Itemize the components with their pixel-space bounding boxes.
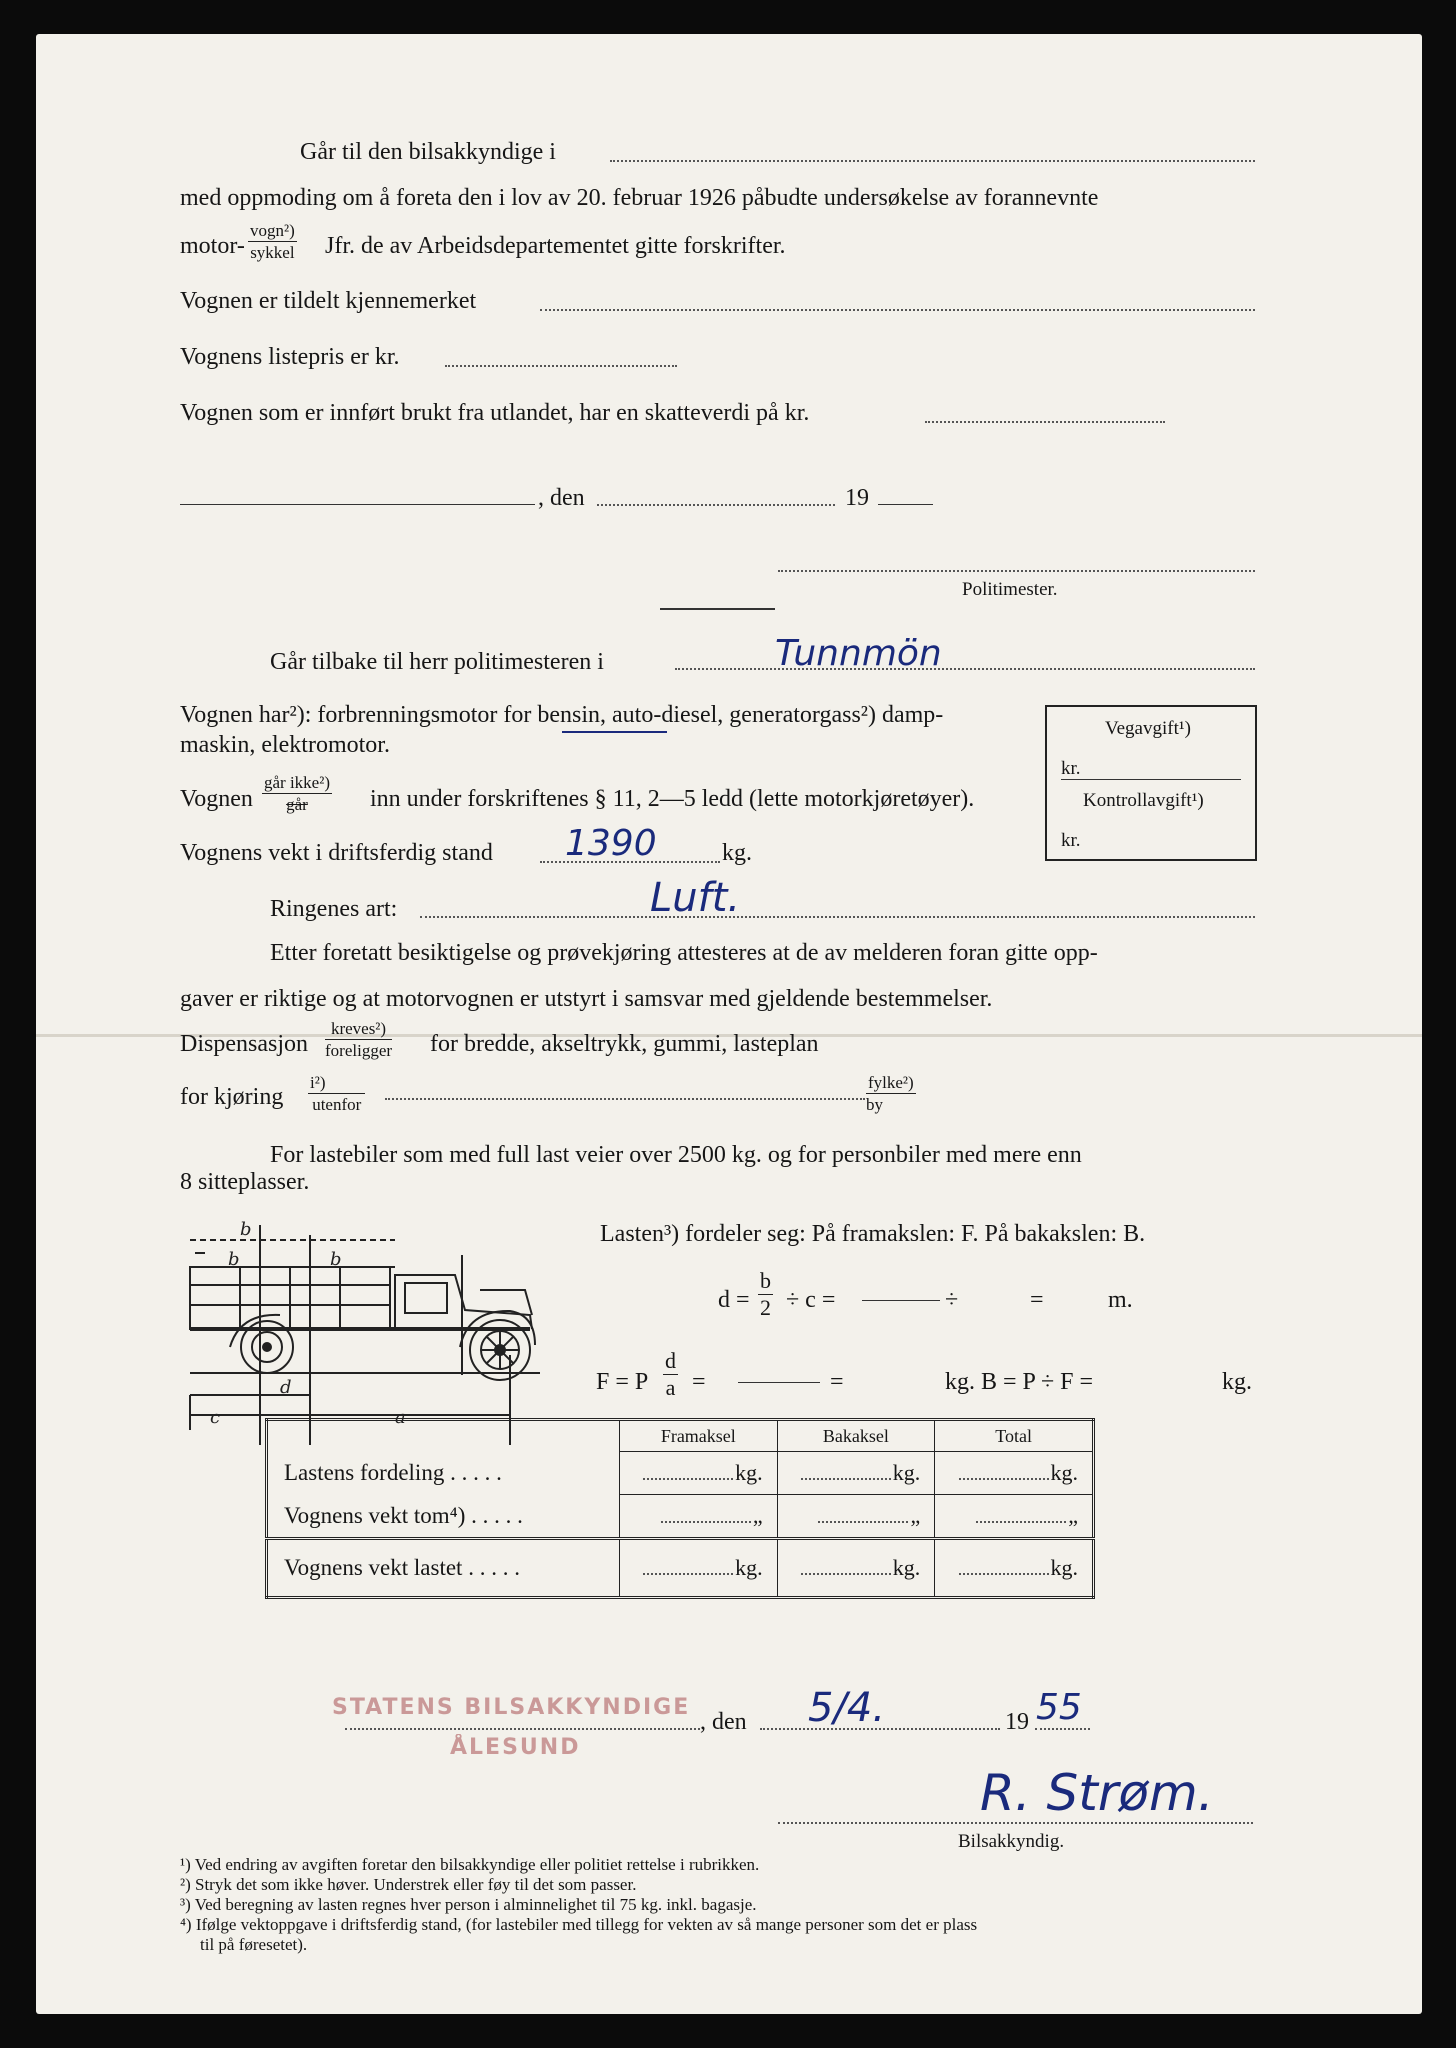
table-cell[interactable] xyxy=(935,1495,1094,1539)
motor-frac-num: vogn²) xyxy=(250,221,295,240)
formula-f-blank xyxy=(738,1382,820,1383)
formula-f-num: d xyxy=(665,1348,676,1373)
footnote-1: ¹) Ved endring av avgiften foretar den bilsakkyndige eller politiet rettelse i rubrikken. xyxy=(180,1855,760,1874)
kjoring-frac-den: utenfor xyxy=(312,1095,362,1114)
vognen-har-line1: Vognen har²): forbrenningsmotor for bensin, auto-diesel, generatorgass²) damp- xyxy=(180,702,944,728)
hand-vekt: 1390 xyxy=(565,823,657,864)
formula-d-div: ÷ xyxy=(945,1287,959,1313)
footnote-3: ³) Ved beregning av lasten regnes hver person i alminnelighet til 75 kg. inkl. bagasje. xyxy=(180,1895,757,1914)
formula-b-num: b xyxy=(760,1268,771,1293)
label-bilsakkyndig: Bilsakkyndig. xyxy=(958,1831,1065,1852)
label-kjennemerke: Vognen er tildelt kjennemerket xyxy=(180,288,477,314)
field-place[interactable] xyxy=(180,504,535,505)
field-ringenes[interactable] xyxy=(420,916,1255,918)
formula-lasten: Lasten³) fordeler seg: På framakslen: F. På bakakslen: B. xyxy=(600,1221,1146,1247)
kjoring-word: for kjøring xyxy=(180,1084,284,1110)
disp-frac-den: foreligger xyxy=(325,1041,393,1060)
formula-d-left: d = xyxy=(718,1287,750,1313)
formula-f-den: a xyxy=(665,1375,676,1400)
label-vegavgift: Vegavgift¹) xyxy=(1105,718,1191,739)
label-forskrift: inn under forskriftenes § 11, 2—5 ledd (lette motorkjøretøyer). xyxy=(370,786,975,812)
vognen-word: Vognen xyxy=(180,786,253,812)
field-politimester-sign[interactable] xyxy=(778,570,1255,572)
gaar-frac-den: går xyxy=(286,795,308,814)
label-vekt-unit: kg. xyxy=(722,840,752,866)
table-header-row xyxy=(267,1420,1094,1452)
disp-frac-num: kreves²) xyxy=(325,1020,392,1040)
table-cell[interactable] xyxy=(620,1495,778,1539)
hand-ringenes: Luft. xyxy=(650,875,741,921)
stamp-line1: STATENS BILSAKKYNDIGE xyxy=(332,1695,691,1720)
table-row xyxy=(267,1452,1094,1495)
formula-f-kg: kg. B = P ÷ F = xyxy=(945,1369,1094,1395)
field-vegavgift[interactable] xyxy=(1061,779,1241,780)
fylke-frac-den: by xyxy=(866,1095,883,1114)
fylke-frac-num: fylke²) xyxy=(868,1073,914,1092)
diagram-label-a: a xyxy=(395,1407,406,1428)
table-cell[interactable] xyxy=(777,1539,935,1598)
label-sign-year: 19 xyxy=(1005,1709,1029,1735)
footnote-4-cont: til på føresetet). xyxy=(200,1935,308,1954)
diagram-label-c: c xyxy=(210,1407,221,1428)
kjoring-frac-num: i²) xyxy=(308,1074,365,1094)
table-header-cell: Total xyxy=(935,1420,1094,1452)
handwritten-signature: R. Strøm. xyxy=(980,1764,1214,1822)
formula-f-eq1: = xyxy=(692,1369,706,1395)
row-label: Lastens fordeling . . . . . xyxy=(267,1452,620,1495)
lastebiler-line2: 8 sitteplasser. xyxy=(180,1169,310,1195)
formula-f-kg2: kg. xyxy=(1222,1369,1252,1395)
motor-suffix: Jfr. de av Arbeidsdepartementet gitte forskrifter. xyxy=(325,233,786,259)
lastebiler-line1: For lastebiler som med full last veier over 2500 kg. og for personbiler med mere enn xyxy=(270,1142,1082,1168)
table-cell[interactable] xyxy=(620,1539,778,1598)
cell-unit: kg. xyxy=(735,1555,763,1580)
formula-d-mid: ÷ c = xyxy=(786,1287,836,1313)
footnote-2: ²) Stryk det som ikke høver. Understrek eller føy til det som passer. xyxy=(180,1875,637,1894)
etter-line1: Etter foretatt besiktigelse og prøvekjøring attesteres at de av melderen foran gitte opp- xyxy=(270,940,1098,966)
table-header-cell: Bakaksel xyxy=(777,1420,935,1452)
truck-diagram xyxy=(180,1215,565,1445)
cell-unit: „ xyxy=(1068,1503,1078,1528)
stamp-line2: ÅLESUND xyxy=(450,1735,581,1760)
diagram-label-b2-right: b xyxy=(330,1249,342,1270)
field-skatteverdi[interactable] xyxy=(925,421,1165,423)
field-bilsakkyndige[interactable] xyxy=(610,160,1255,162)
formula-d-blank1 xyxy=(862,1300,940,1301)
hand-sign-year: 55 xyxy=(1036,1687,1082,1728)
disp-rest: for bredde, akseltrykk, gummi, lasteplan xyxy=(430,1031,819,1057)
table-row xyxy=(267,1495,1094,1539)
cell-unit: kg. xyxy=(1050,1555,1078,1580)
kjoring-fraction xyxy=(308,1074,365,1113)
label-gaar-tilbake: Går tilbake til herr politimesteren i xyxy=(270,649,604,675)
diagram-label-b2-left: b xyxy=(228,1249,240,1270)
section-divider xyxy=(660,608,775,610)
fylke-fraction xyxy=(866,1074,916,1113)
field-listepris[interactable] xyxy=(445,365,677,367)
label-den: , den xyxy=(538,485,585,511)
underline-bensin xyxy=(562,731,667,733)
footnote-4: ⁴) Ifølge vektoppgave i driftsferdig stand, (for lastebiler med tillegg for vekten av så mange personer som det er plass xyxy=(180,1915,978,1934)
field-date[interactable] xyxy=(597,504,835,506)
table-cell[interactable] xyxy=(935,1452,1094,1495)
label-year: 19 xyxy=(845,485,869,511)
motor-prefix: motor- xyxy=(180,233,245,259)
disp-word: Dispensasjon xyxy=(180,1031,308,1057)
cell-unit: „ xyxy=(910,1503,921,1528)
diagram-label-b: b xyxy=(240,1219,252,1240)
hand-sign-date: 5/4. xyxy=(808,1685,886,1731)
table-header-cell: Framaksel xyxy=(620,1420,778,1452)
table-header-empty xyxy=(267,1420,620,1452)
label-kr-1: kr. xyxy=(1061,758,1081,779)
row-label: Vognens vekt lastet . . . . . xyxy=(267,1539,620,1598)
cell-unit: „ xyxy=(752,1503,763,1528)
label-kr-2: kr. xyxy=(1061,830,1081,851)
field-signature[interactable] xyxy=(778,1822,1253,1824)
field-kjennemerke[interactable] xyxy=(540,309,1255,311)
label-sign-den: , den xyxy=(700,1709,747,1735)
cell-unit: kg. xyxy=(892,1460,921,1485)
diagram-label-d: d xyxy=(280,1377,292,1398)
line-gaar-til: Går til den bilsakkyndige i xyxy=(300,139,556,165)
vognen-har-line2: maskin, elektromotor. xyxy=(180,732,390,758)
table-cell[interactable] xyxy=(935,1539,1094,1598)
row-label: Vognens vekt tom⁴) . . . . . xyxy=(267,1495,620,1539)
load-distribution-table xyxy=(265,1418,1095,1599)
field-kjoring[interactable] xyxy=(385,1098,865,1100)
label-listepris: Vognens listepris er kr. xyxy=(180,344,400,370)
formula-b-den: 2 xyxy=(760,1295,771,1320)
etter-line2: gaver er riktige og at motorvognen er utstyrt i samsvar med gjeldende bestemmelser. xyxy=(180,986,993,1012)
field-year[interactable] xyxy=(878,504,933,505)
motor-frac-den: sykkel xyxy=(250,243,295,262)
field-politimester-place[interactable] xyxy=(675,668,1255,670)
label-kontrollavgift: Kontrollavgift¹) xyxy=(1083,790,1204,811)
gaar-frac-num: går ikke²) xyxy=(264,773,330,792)
label-ringenes: Ringenes art: xyxy=(270,896,398,922)
hand-place: Tunnmön xyxy=(775,633,942,674)
formula-b-fraction xyxy=(758,1270,773,1319)
formula-d-unit: m. xyxy=(1108,1287,1133,1313)
avgift-box xyxy=(1045,705,1257,861)
cell-unit: kg. xyxy=(735,1460,763,1485)
gaar-fraction xyxy=(262,774,332,813)
label-skatteverdi: Vognen som er innført brukt fra utlandet, har en skatteverdi på kr. xyxy=(180,400,810,426)
table-cell[interactable] xyxy=(620,1452,778,1495)
field-sign-place[interactable] xyxy=(345,1728,700,1730)
formula-f-left: F = P xyxy=(596,1369,649,1395)
formula-f-eq2: = xyxy=(830,1369,844,1395)
disp-fraction xyxy=(325,1020,392,1059)
formula-f-fraction xyxy=(663,1350,678,1399)
cell-unit: kg. xyxy=(892,1555,921,1580)
table-cell[interactable] xyxy=(777,1495,935,1539)
table-row xyxy=(267,1539,1094,1598)
label-vekt: Vognens vekt i driftsferdig stand xyxy=(180,840,493,866)
formula-d-eq: = xyxy=(1030,1287,1044,1313)
table-cell[interactable] xyxy=(777,1452,935,1495)
cell-unit: kg. xyxy=(1050,1460,1078,1485)
label-politimester: Politimester. xyxy=(962,579,1058,600)
line-oppmoding: med oppmoding om å foreta den i lov av 20. februar 1926 påbudte undersøkelse av forannevnte xyxy=(180,185,1099,211)
field-sign-year[interactable] xyxy=(1035,1728,1090,1730)
motor-fraction xyxy=(248,222,297,261)
